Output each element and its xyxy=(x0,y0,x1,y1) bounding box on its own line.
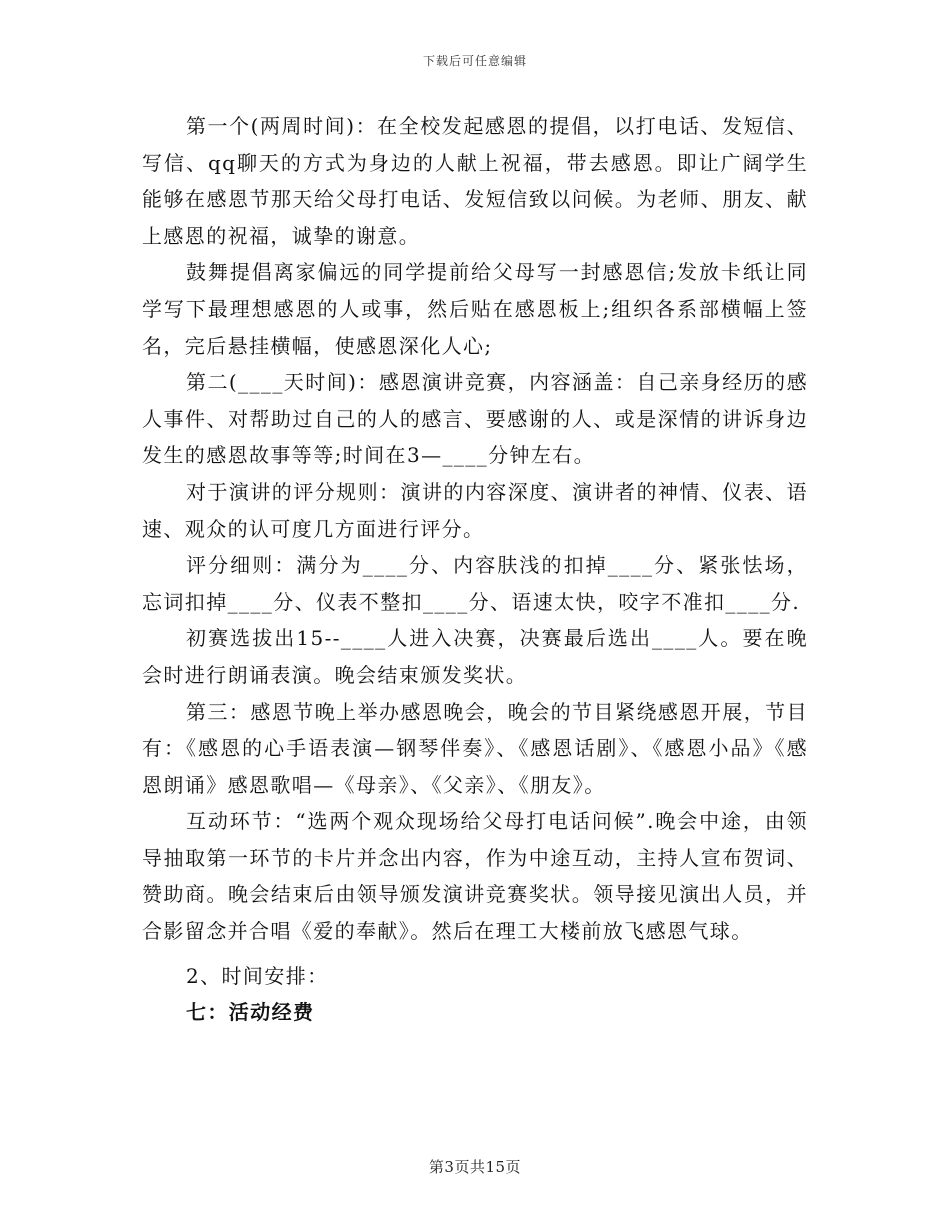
paragraph-third-gala: 第三：感恩节晚上举办感恩晚会，晚会的节目紧绕感恩开展，节目有：《感恩的心手语表演—钢琴伴奏》、《感恩话剧》、《感恩小品》《感恩朗诵》感恩歌唱—《母亲》、《父亲》、《朋友》。 xyxy=(142,699,808,797)
section-heading-budget: 七：活动经费 xyxy=(186,1000,315,1025)
paragraph-scoring-details: 评分细则：满分为____分、内容肤浅的扣掉____分、紧张怯场，忘词扣掉____分、仪表不整扣____分、语速太快，咬字不准扣____分. xyxy=(142,553,808,614)
paragraph-encourage-letters: 鼓舞提倡离家偏远的同学提前给父母写一封感恩信;发放卡纸让同学写下最理想感恩的人或事，然后贴在感恩板上;组织各系部横幅上签名，完后悬挂横幅，使感恩深化人心; xyxy=(142,260,808,358)
document-body xyxy=(142,108,808,1031)
paragraph-scoring-rules: 对于演讲的评分规则：演讲的内容深度、演讲者的神情、仪表、语速、观众的认可度几方面进行评分。 xyxy=(142,479,808,541)
page-number-footer: 第3页共15页 xyxy=(428,1158,522,1176)
paragraph-second-speech-contest: 第二(____天时间)：感恩演讲竞赛，内容涵盖：自己亲身经历的感人事件、对帮助过自己的人的感言、要感谢的人、或是深情的讲诉身边发生的感恩故事等等;时间在3—____分钟左右。 xyxy=(142,370,808,468)
paragraph-time-schedule: 2、时间安排： xyxy=(186,963,329,988)
page-header: 下载后可任意编辑 xyxy=(422,54,527,68)
paragraph-first-activity: 第一个(两周时间)：在全校发起感恩的提倡，以打电话、发短信、写信、qq聊天的方式为身边的人献上祝福，带去感恩。即让广阔学生能够在感恩节那天给父母打电话、发短信致以问候。为老师、朋友、献上感恩的祝福，诚挚的谢意。 xyxy=(142,114,808,248)
paragraph-preliminary-selection: 初赛选拔出15--____人进入决赛，决赛最后选出____人。要在晚会时进行朗诵表演。晚会结束颁发奖状。 xyxy=(142,626,808,687)
paragraph-interaction-segment: 互动环节：“选两个观众现场给父母打电话问候”.晚会中途，由领导抽取第一环节的卡片并念出内容，作为中途互动，主持人宣布贺词、赞助商。晚会结束后由领导颁发演讲竞赛奖状。领导接见演出人员，并合影留念并合唱《爱的奉献》。然后在理工大楼前放飞感恩气球。 xyxy=(142,809,808,944)
